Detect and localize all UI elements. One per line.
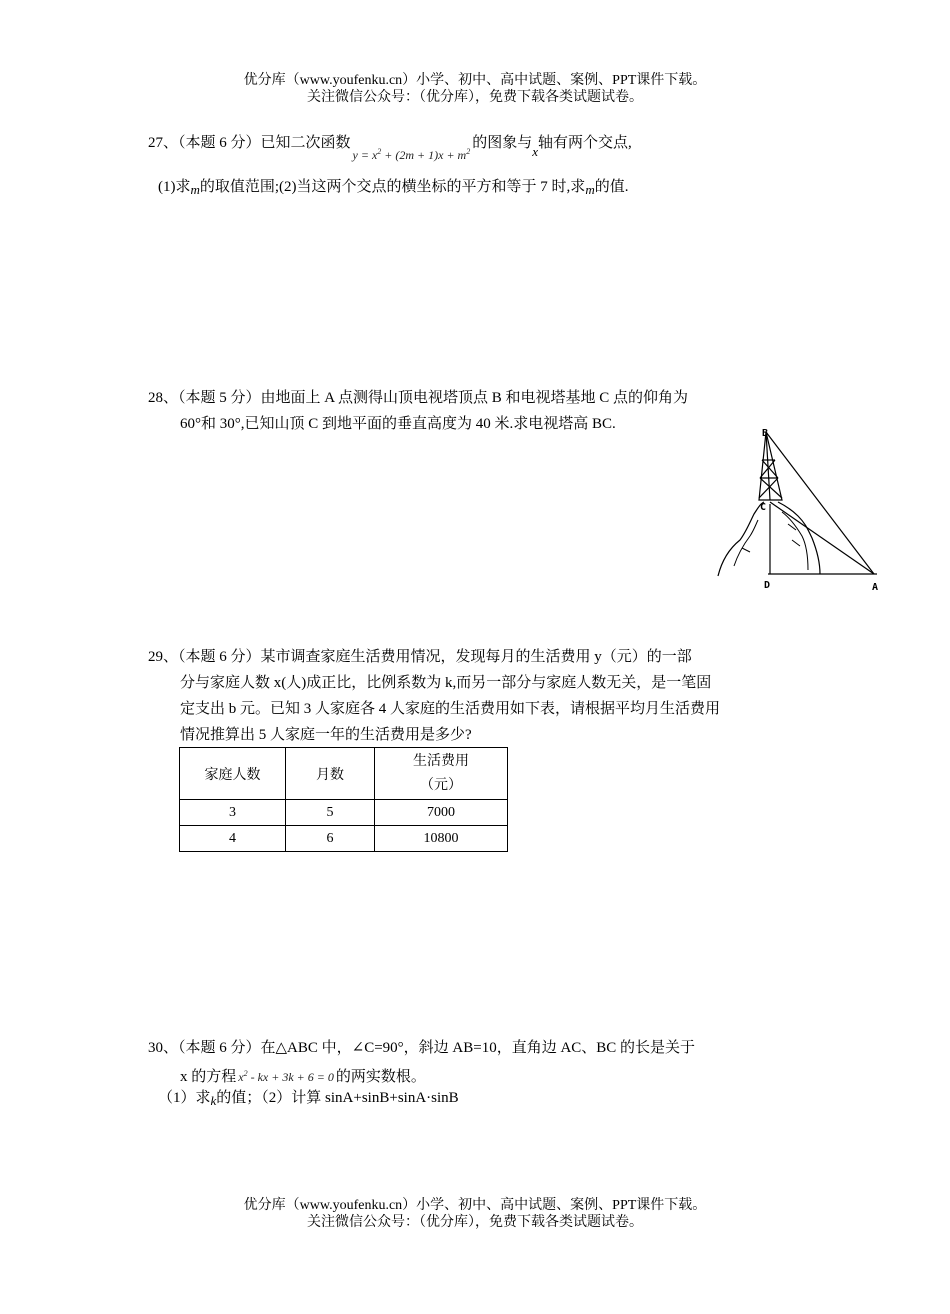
label-d: D [764,580,771,591]
q30-line2-end: 的两实数根。 [335,1069,426,1085]
cell-cost: 7000 [375,800,508,826]
q30-line-2 [180,1063,426,1088]
footer-line-1: 优分库（www.youfenku.cn）小学、初中、高中试题、案例、PPT课件下载。 [243,1198,707,1213]
q27-var-x: x [532,144,539,159]
footer-line-2: 关注微信公众号：（优分库），免费下载各类试题试卷。 [307,1215,643,1230]
page-footer [0,1197,950,1231]
header-cost-line-1: 生活费用 [413,753,469,769]
q28-line-1: 28、（本题 5 分）由地面上 A 点测得山顶电视塔顶点 B 和电视塔基地 C 点的仰角为 [148,390,689,406]
label-c: C [760,502,767,513]
cell-people: 3 [180,800,286,826]
q30-line3-start: （1）求 [158,1090,211,1106]
cell-months: 6 [286,826,375,852]
header-line-1: 优分库（www.youfenku.cn）小学、初中、高中试题、案例、PPT课件下载。 [243,73,707,88]
q28-line-2: 60°和 30°,已知山顶 C 到地平面的垂直高度为 40 米.求电视塔高 BC. [180,416,616,432]
q30-var-k: k [210,1093,217,1108]
q30-line-3 [158,1087,459,1109]
q27-text-start: 27、（本题 6 分）已知二次函数 [148,135,351,151]
q29-line-2: 分与家庭人数 x(人)成正比，比例系数为 k,而另一部分与家庭人数无关，是一笔固 [180,675,712,691]
label-b: B [762,428,769,439]
cell-months: 5 [286,800,375,826]
q27-text-mid: 的图象与 [472,135,533,151]
header-cost-line-2: （元） [420,777,462,793]
table-row [180,826,508,852]
cell-people: 4 [180,826,286,852]
table-header-row [180,748,508,800]
header-cost [375,748,508,800]
q28-tower-figure [712,420,888,594]
q30-line3-end: 的值；（2）计算 sinA+sinB+sinA·sinB [216,1090,459,1106]
label-a: A [872,582,879,593]
page-header [0,72,950,106]
q30-formula: $x^2$ - kx + 3k + 6 = 0 [238,1069,334,1084]
q27-line-1 [148,129,632,162]
mountain-outline [718,502,820,576]
q27-line2-mid: 的取值范围;(2)当这两个交点的横坐标的平方和等于 7 时,求 [199,179,586,195]
q29-line-3: 定支出 b 元。已知 3 人家庭各 4 人家庭的生活费用如下表，请根据平均月生活费用 [180,701,721,717]
sightline-ac [770,502,874,574]
q27-var-m-2: m [585,182,595,197]
sightline-ab [766,432,874,574]
q30-line-1: 30、（本题 6 分）在△ABC 中，∠C=90°，斜边 AB=10，直角边 AC、BC 的长是关于 [148,1040,696,1056]
header-people: 家庭人数 [180,748,286,800]
q29-line-4: 情况推算出 5 人家庭一年的生活费用是多少? [180,727,472,743]
q27-text-end: 轴有两个交点, [538,135,632,151]
q29-line-1: 29、（本题 6 分）某市调查家庭生活费用情况，发现每月的生活费用 y（元）的一部 [148,649,692,665]
cell-cost: 10800 [375,826,508,852]
q27-line2-end: 的值. [594,179,629,195]
header-months: 月数 [286,748,375,800]
header-line-2: 关注微信公众号：（优分库），免费下载各类试题试卷。 [307,90,643,105]
q27-line-2 [158,176,628,198]
table-row [180,800,508,826]
cost-table [179,747,508,852]
q30-line2-start: x 的方程 [180,1069,237,1085]
q27-var-m: m [190,182,200,197]
q27-formula: y = x2 + (2m + 1)x + m2 [352,147,471,162]
q27-line2-start: (1)求 [158,179,191,195]
